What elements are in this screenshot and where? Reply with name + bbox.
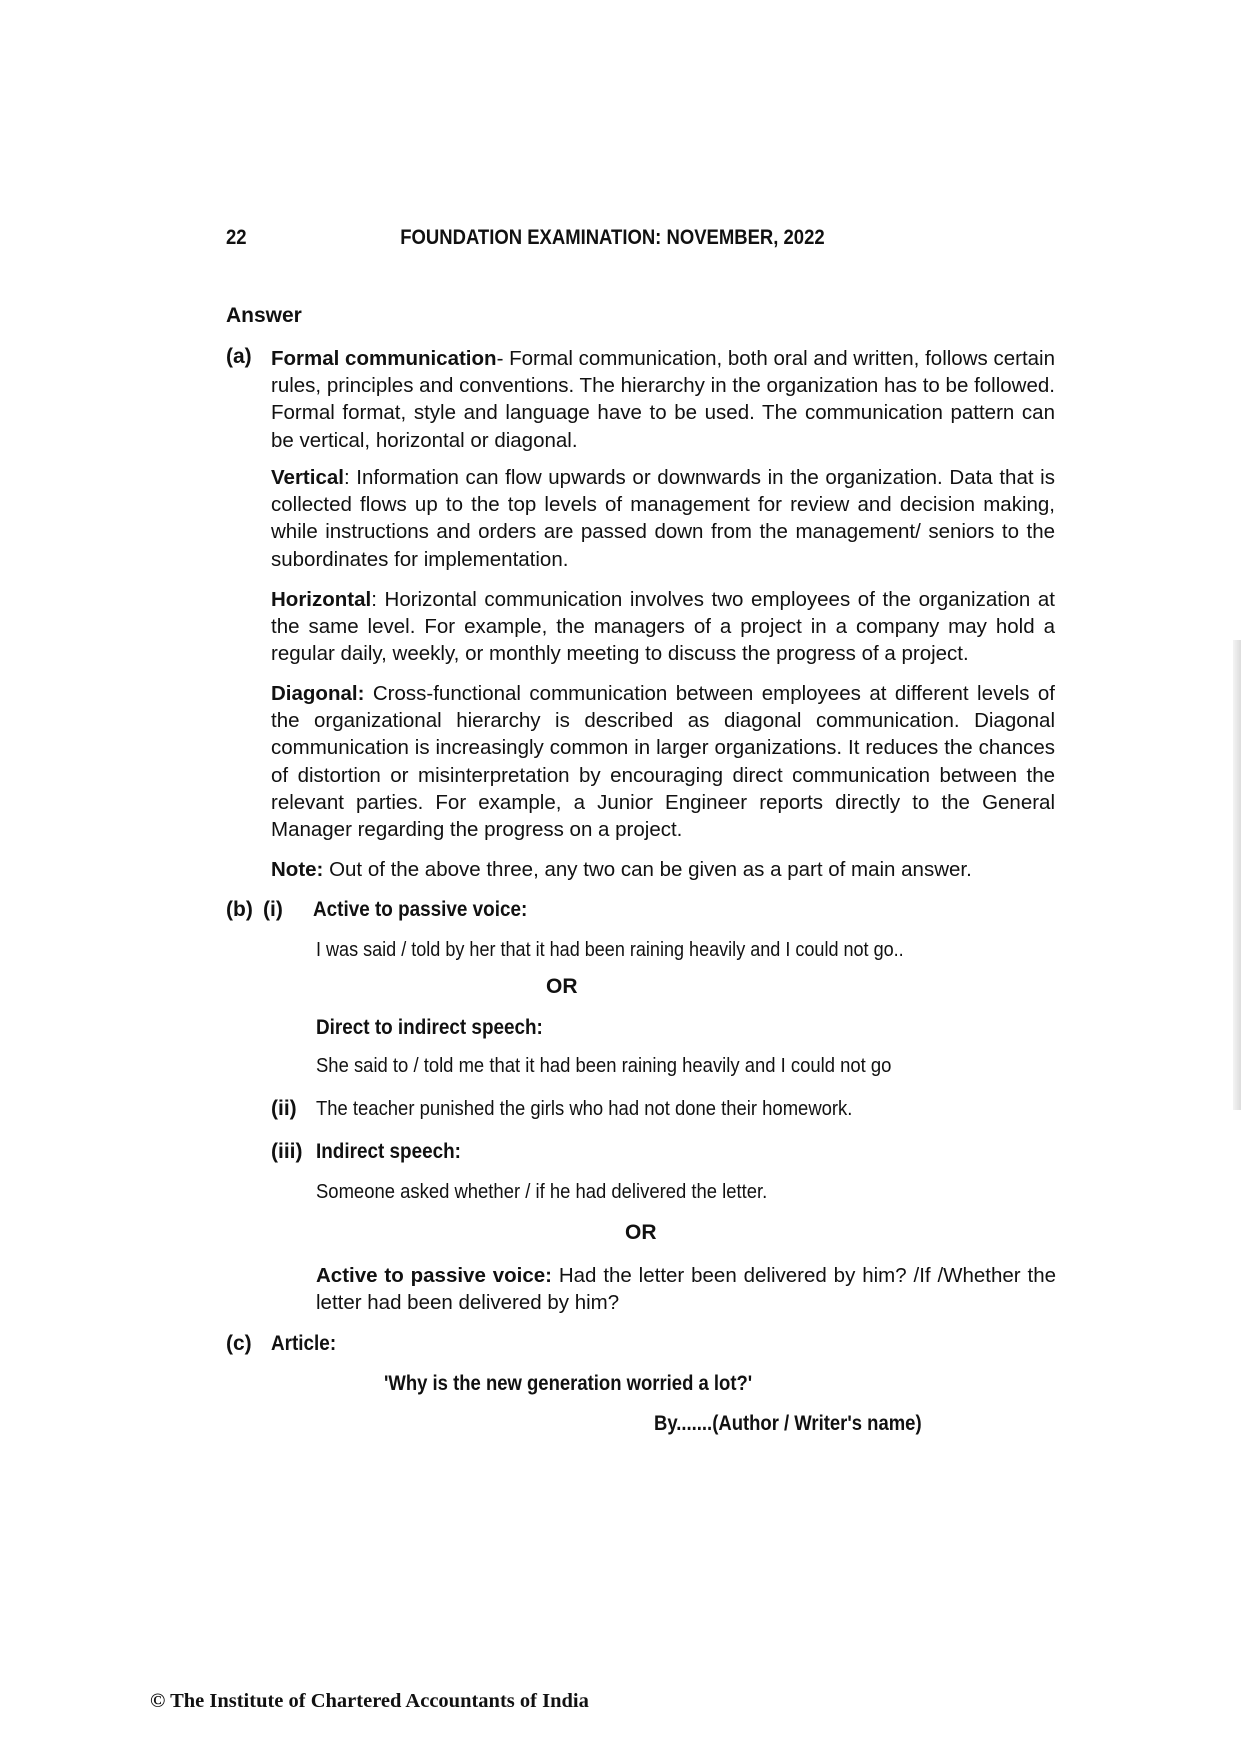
formal-communication-term: Formal communication — [271, 347, 497, 370]
note-paragraph — [271, 856, 1055, 883]
part-b-iii-label: (iii) — [271, 1140, 303, 1163]
indirect-speech-heading: Indirect speech: — [316, 1140, 461, 1163]
b-iii-alt-term: Active to passive voice: — [316, 1264, 552, 1287]
part-b-label: (b) — [226, 898, 253, 921]
b-ii-answer: The teacher punished the girls who had not done their homework. — [316, 1097, 853, 1120]
vertical-term: Vertical — [271, 466, 344, 489]
part-a-label: (a) — [226, 345, 252, 368]
formal-communication-text: - Formal communication, both oral and written, follows certain rules, principles and conventions. The hierarchy in the organization has to be followed. Formal format, style and language have to be used. The communication pattern can be vertical, horizontal or diagonal. — [271, 347, 1055, 452]
part-b-ii-label: (ii) — [271, 1097, 297, 1120]
b-iii-answer: Someone asked whether / if he had delivered the letter. — [316, 1180, 768, 1203]
copyright-footer: © The Institute of Chartered Accountants of India — [150, 1690, 589, 1712]
page-header — [226, 226, 985, 256]
diagonal-text: Cross-functional communication between employees at different levels of the organizational hierarchy is described as diagonal communication. Diagonal communication is increasingly common in larger organizations. It reduces the chances of distortion or misinterpretation by encouraging direct communication between the relevant parties. For example, a Junior Engineer reports directly to the General Manager regarding the progress on a project. — [271, 682, 1055, 842]
formal-communication-paragraph — [271, 345, 1055, 454]
or-divider-1: OR — [546, 975, 578, 998]
page-edge-shadow — [1233, 640, 1241, 1110]
b-i-answer: I was said / told by her that it had been raining heavily and I could not go.. — [316, 938, 904, 961]
vertical-paragraph — [271, 464, 1055, 573]
vertical-text: : Information can flow upwards or downwards in the organization. Data that is collected flows up to the top levels of management for review and decision making, while instructions and orders are passed down from the management/ seniors to the subordinates for implementation. — [271, 466, 1055, 571]
b-i-alt-answer: She said to / told me that it had been raining heavily and I could not go — [316, 1054, 892, 1077]
horizontal-text: : Horizontal communication involves two employees of the organization at the same level. For example, the managers of a project in a company may hold a regular daily, weekly, or monthly meeting to discuss the progress of a project. — [271, 588, 1055, 666]
note-term: Note: — [271, 858, 324, 881]
article-heading: Article: — [271, 1332, 337, 1355]
article-byline: By.......(Author / Writer's name) — [654, 1412, 922, 1435]
answer-heading: Answer — [226, 304, 302, 327]
article-title: 'Why is the new generation worried a lot?' — [384, 1372, 753, 1395]
horizontal-term: Horizontal — [271, 588, 372, 611]
b-iii-alt-paragraph — [316, 1262, 1056, 1316]
or-divider-2: OR — [625, 1221, 657, 1244]
diagonal-paragraph — [271, 680, 1055, 843]
part-c-label: (c) — [226, 1332, 252, 1355]
b-iii-alt-text: Had the letter been delivered by him? /If /Whether the letter had been delivered by him? — [316, 1264, 1056, 1315]
note-text: Out of the above three, any two can be given as a part of main answer. — [323, 858, 972, 881]
direct-indirect-heading: Direct to indirect speech: — [316, 1016, 543, 1039]
active-passive-heading: Active to passive voice: — [313, 898, 528, 921]
page-number: 22 — [226, 226, 247, 249]
diagonal-term: Diagonal: — [271, 682, 365, 705]
horizontal-paragraph — [271, 586, 1055, 668]
exam-title: FOUNDATION EXAMINATION: NOVEMBER, 2022 — [400, 226, 825, 249]
part-b-i-label: (i) — [263, 898, 283, 921]
